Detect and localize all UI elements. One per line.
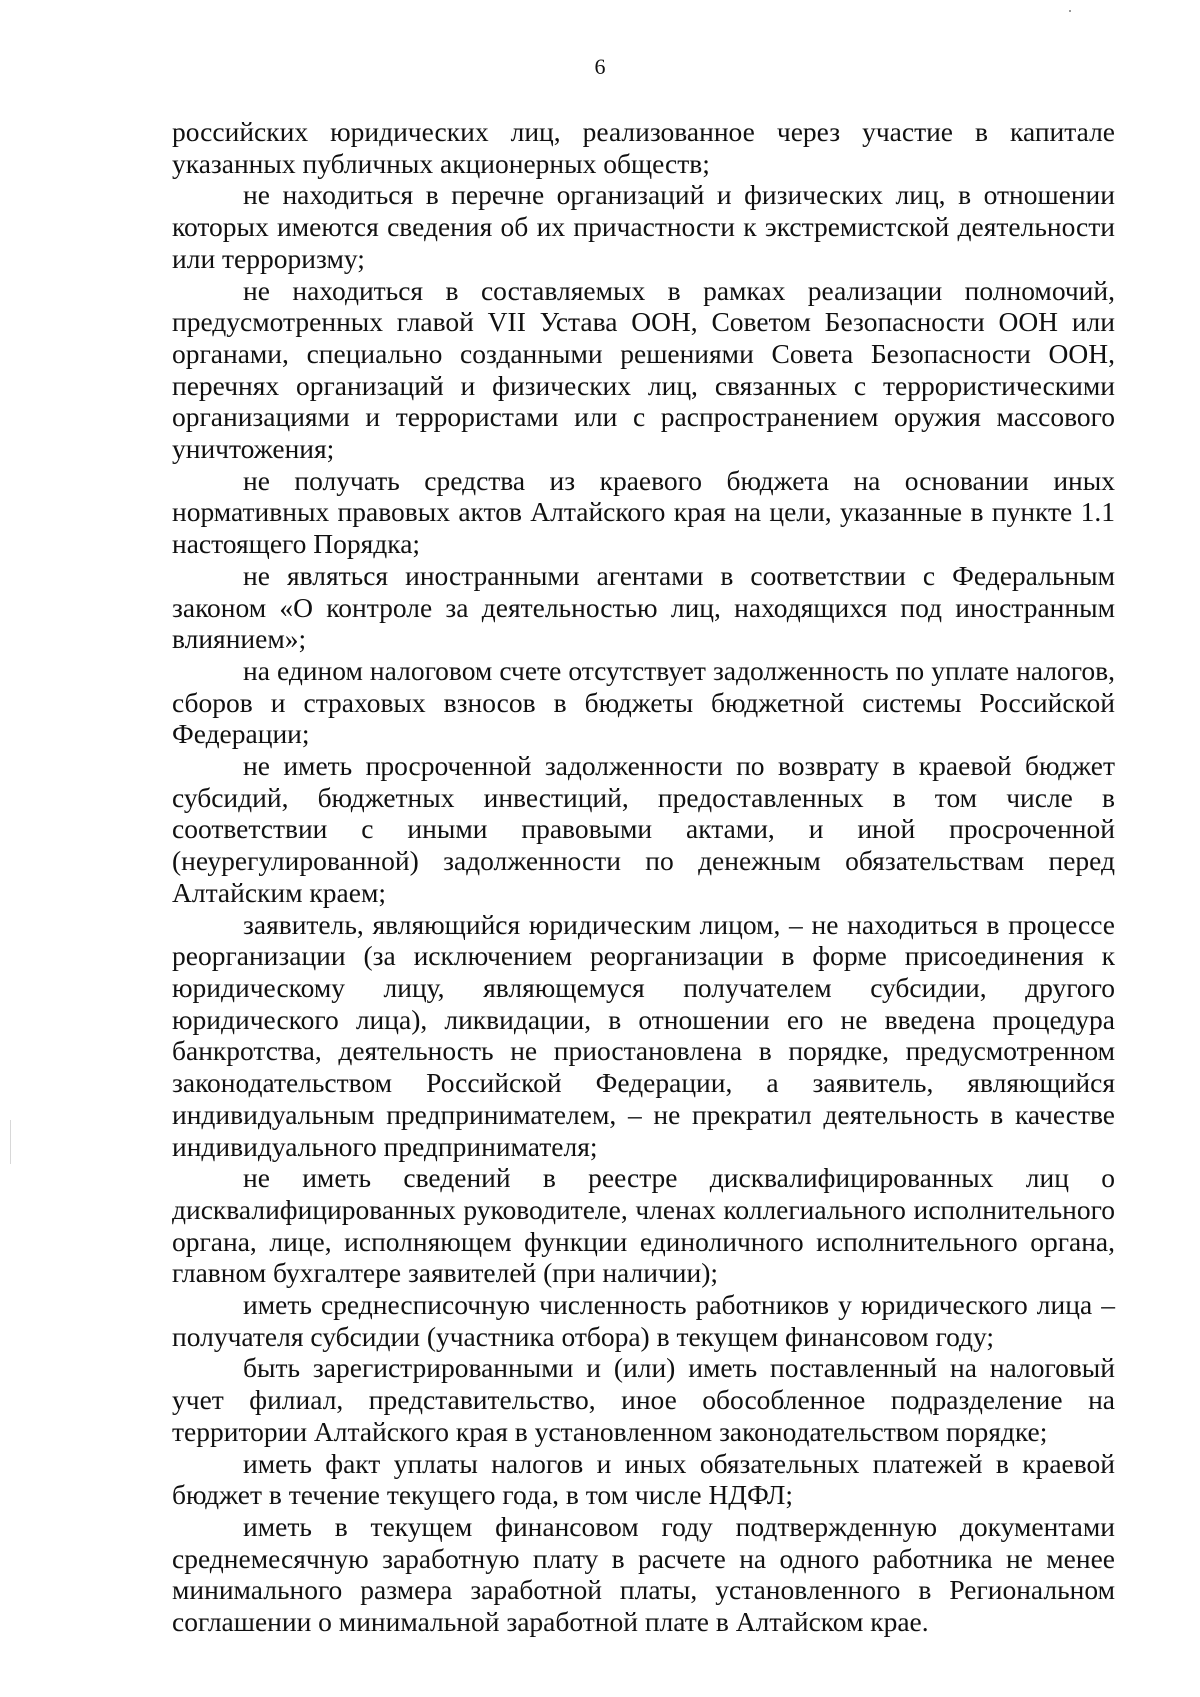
paragraph-extremism-list: не находиться в перечне организаций и физических лиц, в отношении которых имеются сведения об их причастности к экстремистской деятельности или терроризму; bbox=[172, 179, 1115, 274]
paragraph-overdue-debt: не иметь просроченной задолженности по возврату в краевой бюджет субсидий, бюджетных инвестиций, предоставленных в том числе в соответствии с иными правовыми актами, и иной просроченной (неурегулированной) задолженности по денежным обязательствам перед Алтайским краем; bbox=[172, 750, 1115, 908]
paragraph-average-salary: иметь в текущем финансовом году подтвержденную документами среднемесячную заработную плату в расчете на одного работника не менее минимального размера заработной платы, установленного в Региональном соглашении о минимальной заработной плате в Алтайском крае. bbox=[172, 1510, 1115, 1638]
paragraph-disqualified-persons: не иметь сведений в реестре дисквалифицированных лиц о дисквалифицированных руководителе, членах коллегиального исполнительного органа, лице, исполняющем функции единоличного исполнительного органа, главном бухгалтере заявителей (при наличии); bbox=[172, 1162, 1115, 1289]
paragraph-reorganization: заявитель, являющийся юридическим лицом, – не находиться в процессе реорганизации (за исключением реорганизации в форме присоединения к юридическому лицу, являющемуся получателем субсидии, другого юридического лица), ликвидации, в отношении его не введена процедура банкротства, деятельность не приостановлена в порядке, предусмотренном законодательством Российской Федерации, а заявитель, являющийся индивидуальным предпринимателем, – не прекратил деятельность в качестве индивидуального предпринимателя; bbox=[172, 908, 1115, 1162]
paragraph-foreign-agents: не являться иностранными агентами в соответствии с Федеральным законом «О контроле за деятельностью лиц, находящихся под иностранным влиянием»; bbox=[172, 559, 1115, 655]
scan-margin-mark bbox=[10, 1120, 11, 1164]
document-body bbox=[172, 116, 1115, 1638]
page-number: 6 bbox=[594, 54, 606, 79]
paragraph-un-security-council-lists: не находиться в составляемых в рамках реализации полномочий, предусмотренных главой VII Устава ООН, Советом Безопасности ООН или органами, специально созданными решениями Совета Безопасности ООН, перечнях организаций и физических лиц, связанных с террористическими организациями и террористами или с распространением оружия массового уничтожения; bbox=[172, 274, 1115, 465]
paragraph-continuation: российских юридических лиц, реализованное через участие в капитале указанных публичных акционерных обществ; bbox=[172, 116, 1115, 179]
paragraph-tax-payments: иметь факт уплаты налогов и иных обязательных платежей в краевой бюджет в течение текущего года, в том числе НДФЛ; bbox=[172, 1447, 1115, 1511]
paragraph-tax-account: на едином налоговом счете отсутствует задолженность по уплате налогов, сборов и страховых взносов в бюджеты бюджетной системы Российской Федерации; bbox=[172, 654, 1115, 750]
paragraph-regional-budget-funds: не получать средства из краевого бюджета на основании иных нормативных правовых актов Алтайского края на цели, указанные в пункте 1.1 настоящего Порядка; bbox=[172, 464, 1115, 560]
scan-dot-mark bbox=[1069, 10, 1071, 12]
paragraph-headcount: иметь среднесписочную численность работников у юридического лица – получателя субсидии (участника отбора) в текущем финансовом году; bbox=[172, 1289, 1115, 1352]
paragraph-registration: быть зарегистрированными и (или) иметь поставленный на налоговый учет филиал, представительство, иное обособленное подразделение на территории Алтайского края в установленном законодательством порядке; bbox=[172, 1352, 1115, 1447]
